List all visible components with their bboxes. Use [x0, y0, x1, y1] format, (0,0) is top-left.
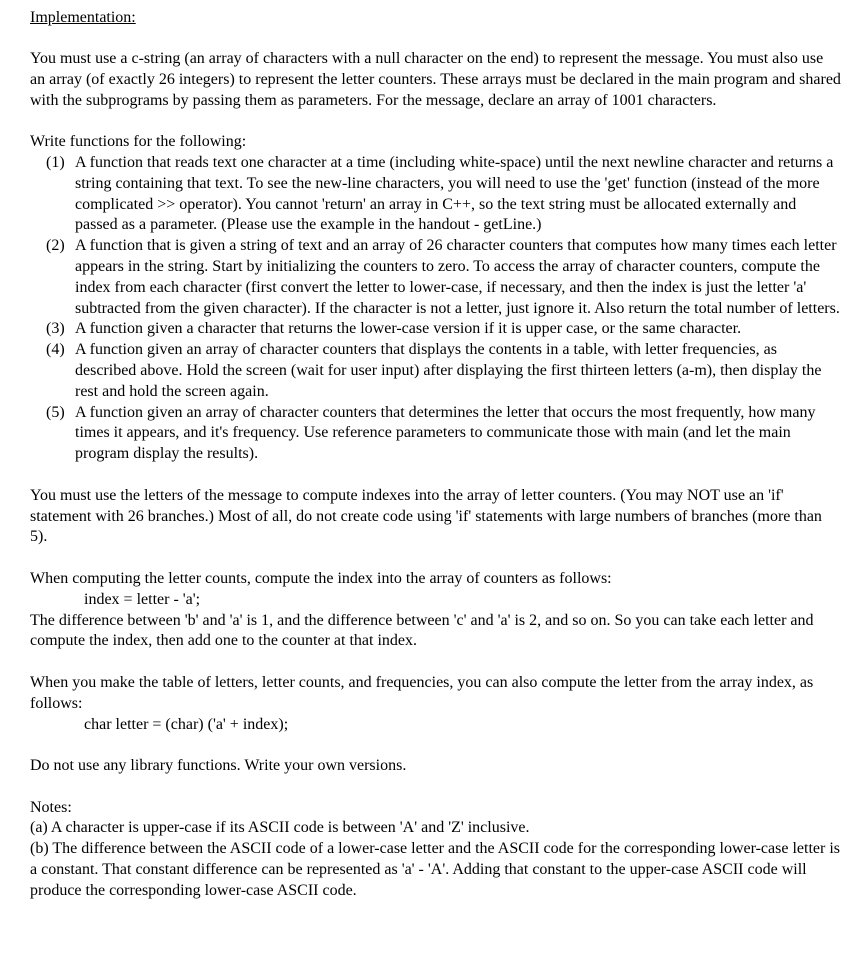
function-item	[30, 153, 842, 236]
function-item-number: (2)	[46, 237, 65, 255]
function-item	[30, 236, 842, 319]
requirements-paragraph: You must use a c-string (an array of characters with a null character on the end) to represent the message. You must also use an array (of exactly 26 integers) to represent the letter counters. These arrays must be declared in the main program and shared with the subprograms by passing them as parameters. For the message, declare an array of 1001 characters.	[30, 50, 841, 109]
function-item-text: A function given an array of character counters that displays the contents in a table, with letter frequencies, as described above. Hold the screen (wait for user input) after displaying the first thirteen letters (a-m), then display the rest and hold the screen again.	[75, 341, 822, 400]
index-explanation: The difference between 'b' and 'a' is 1, and the difference between 'c' and 'a' is 2, and so on. So you can take each letter and compute the index, then add one to the counter at that index.	[30, 611, 814, 650]
letter-formula: char letter = (char) ('a' + index);	[84, 715, 289, 733]
notes-title: Notes:	[30, 798, 72, 816]
index-formula: index = letter - 'a';	[84, 590, 201, 608]
function-item-number: (1)	[46, 153, 65, 171]
library-restriction-paragraph: Do not use any library functions. Write your own versions.	[30, 757, 407, 775]
note-item: (a) A character is upper-case if its ASCII code is between 'A' and 'Z' inclusive.	[30, 819, 530, 837]
function-item-text: A function given an array of character counters that determines the letter that occurs the most frequently, how many times it appears, and it's frequency. Use reference parameters to communicate those with main (and let the main program display the results).	[75, 403, 816, 463]
functions-list	[30, 132, 842, 465]
function-item-number: (5)	[46, 403, 65, 421]
functions-intro: Write functions for the following:	[30, 133, 247, 151]
function-item-text: A function given a character that returns the lower-case version if it is upper case, or the same character.	[75, 320, 742, 338]
function-item-text: A function that is given a string of text and an array of 26 character counters that computes how many times each letter appears in the string. Start by initializing the counters to zero. To access the array of character counters, compute the index from each character (first convert the letter to lower-case, if necessary, and then the index is just the letter 'a' subtracted from the given character). If the character is not a letter, just ignore it. Also return the total number of letters.	[75, 237, 840, 317]
notes-section	[30, 798, 842, 902]
function-item-number: (3)	[46, 320, 65, 338]
index-computation-block	[30, 569, 842, 652]
note-item: (b) The difference between the ASCII code of a lower-case letter and the ASCII code for the corresponding lower-case letter is a constant. That constant difference can be represented as 'a' - 'A'. Adding that constant to the upper-case ASCII code will produce the corresponding lower-case ASCII code.	[30, 840, 840, 899]
letter-computation-block	[30, 673, 842, 735]
section-heading: Implementation:	[30, 9, 136, 26]
function-item	[30, 403, 842, 465]
function-item-number: (4)	[46, 341, 65, 359]
index-computation-intro: When computing the letter counts, compute the index into the array of counters as follows:	[30, 569, 612, 587]
indexing-paragraph: You must use the letters of the message to compute indexes into the array of letter counters. (You may NOT use an 'if' statement with 26 branches.) Most of all, do not create code using 'if' statements with large numbers of branches (more than 5).	[30, 486, 822, 546]
function-item-text: A function that reads text one character at a time (including white-space) until the next newline character and returns a string containing that text. To see the new-line characters, you will need to use the 'get' function (instead of the more complicated >> operator). You cannot 'return' an array in C++, so the text string must be allocated externally and passed as a parameter. (Please use the example in the handout - getLine.)	[75, 153, 834, 234]
letter-computation-intro: When you make the table of letters, letter counts, and frequencies, you can also compute the letter from the array index, as follows:	[30, 673, 814, 712]
function-item	[30, 340, 842, 402]
function-item	[30, 319, 842, 340]
